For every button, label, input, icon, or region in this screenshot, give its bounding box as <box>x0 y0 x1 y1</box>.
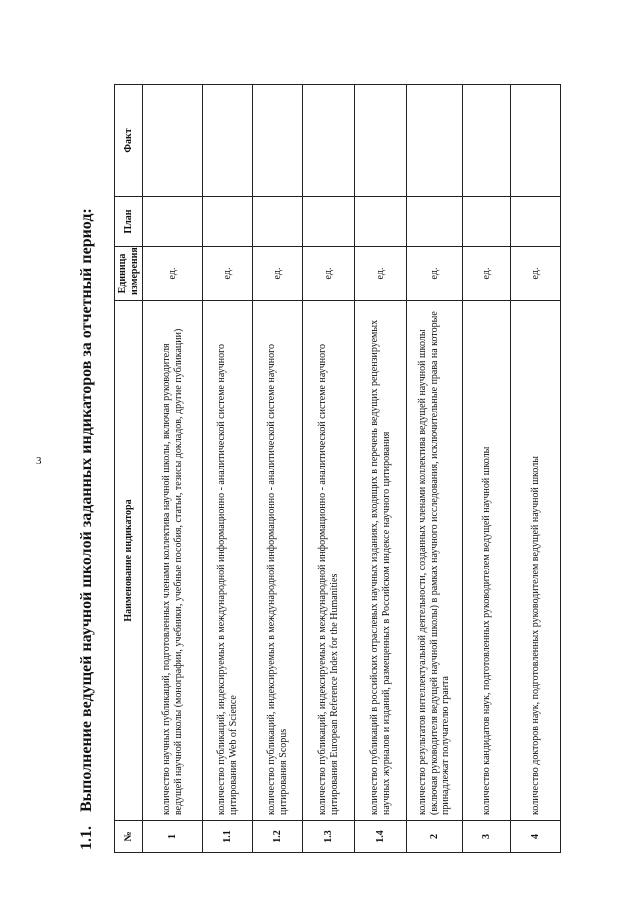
row-name: количество публикаций, индексируемых в международной информационно - аналитической системе научного цитирования Scopus <box>253 301 303 821</box>
row-plan <box>143 197 203 247</box>
row-unit: ед. <box>143 247 203 301</box>
row-fact <box>143 85 203 197</box>
section-number: 1.1. <box>78 826 95 850</box>
header-fact: Факт <box>115 85 143 197</box>
row-fact <box>463 85 511 197</box>
table-row <box>303 85 355 853</box>
row-num: 4 <box>511 821 561 853</box>
header-num: № <box>115 821 143 853</box>
row-name: количество результатов интеллектуальной деятельности, созданных членами коллектива ведущей научной школы (включая руководителя ведущей научной школы) в рамках научного исследования, исключительные права на которые принадлежат получателю гранта <box>407 301 463 821</box>
row-plan <box>303 197 355 247</box>
row-plan <box>511 197 561 247</box>
row-fact <box>203 85 253 197</box>
row-name: количество научных публикаций, подготовленных членами коллектива научной школы, включая руководителя ведущей научной школы (монографии, учебники, учебные пособия, статьи, тезисы докладов, другие публикации) <box>143 301 203 821</box>
row-unit: ед. <box>463 247 511 301</box>
section-title: Выполнение ведущей научной школой заданных индикаторов за отчетный период: <box>78 208 95 812</box>
row-plan <box>203 197 253 247</box>
header-name: Наименование индикатора <box>115 301 143 821</box>
table-row <box>511 85 561 853</box>
row-name: количество публикаций, индексируемых в международной информационно - аналитической системе научного цитирования Web of Science <box>203 301 253 821</box>
row-plan <box>253 197 303 247</box>
table-row <box>143 85 203 853</box>
page-number: 3 <box>36 455 42 467</box>
row-unit: ед. <box>355 247 407 301</box>
row-name: количество публикаций, индексируемых в международной информационно - аналитической системе научного цитирования European Reference Index for the Humanities <box>303 301 355 821</box>
indicators-table <box>114 84 561 853</box>
row-num: 1.2 <box>253 821 303 853</box>
header-unit: Единица измерения <box>115 247 143 301</box>
row-num: 1.4 <box>355 821 407 853</box>
table-row <box>407 85 463 853</box>
row-fact <box>355 85 407 197</box>
row-fact <box>407 85 463 197</box>
row-fact <box>303 85 355 197</box>
row-name: количество докторов наук, подготовленных руководителем ведущей научной школы <box>511 301 561 821</box>
table-header-row <box>115 85 143 853</box>
row-unit: ед. <box>303 247 355 301</box>
row-unit: ед. <box>253 247 303 301</box>
row-fact <box>511 85 561 197</box>
indicators-table-wrapper <box>114 85 555 853</box>
row-plan <box>407 197 463 247</box>
row-plan <box>463 197 511 247</box>
row-num: 1.1 <box>203 821 253 853</box>
row-fact <box>253 85 303 197</box>
table-row <box>355 85 407 853</box>
row-name: количество публикаций в российских отраслевых научных изданиях, входящих в перечень ведущих рецензируемых научных журналов и изданий, размещенных в Российском индексе научного цитирования <box>355 301 407 821</box>
row-num: 3 <box>463 821 511 853</box>
row-unit: ед. <box>407 247 463 301</box>
row-unit: ед. <box>511 247 561 301</box>
row-name: количество кандидатов наук, подготовленных руководителем ведущей научной школы <box>463 301 511 821</box>
row-num: 1.3 <box>303 821 355 853</box>
row-num: 2 <box>407 821 463 853</box>
table-row <box>203 85 253 853</box>
section-heading <box>78 208 96 850</box>
row-plan <box>355 197 407 247</box>
table-row <box>253 85 303 853</box>
row-num: 1 <box>143 821 203 853</box>
row-unit: ед. <box>203 247 253 301</box>
header-plan: План <box>115 197 143 247</box>
table-row <box>463 85 511 853</box>
